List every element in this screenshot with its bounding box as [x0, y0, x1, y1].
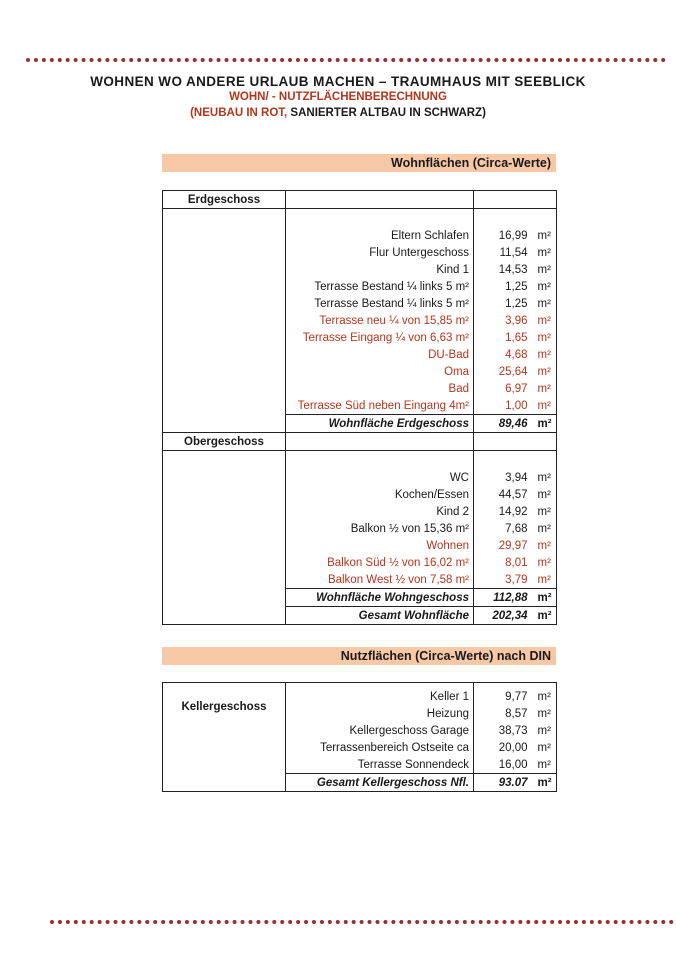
area-value: 4,68 [474, 346, 530, 363]
section-header-row [163, 191, 557, 209]
area-unit: m² [537, 724, 551, 737]
area-name: Terrasse neu ¼ von 15,85 m² [286, 312, 474, 329]
area-name: Kind 1 [286, 261, 474, 278]
area-name: Wohnfläche Erdgeschoss [286, 415, 474, 433]
area-value: 8,01 [474, 554, 530, 571]
area-name: Terrasse Bestand ¼ links 5 m² [286, 295, 474, 312]
area-name: Balkon Süd ½ von 16,02 m² [286, 554, 474, 571]
area-value: 3,96 [474, 312, 530, 329]
area-name: Balkon West ½ von 7,58 m² [286, 571, 474, 589]
area-unit: m² [537, 471, 551, 484]
area-name: Terrassenbereich Ostseite ca [286, 739, 474, 756]
area-name: Keller 1 [286, 688, 474, 705]
area-unit: m² [537, 573, 551, 586]
area-unit: m² [537, 556, 551, 569]
area-unit: m² [530, 774, 557, 792]
area-value: 1,00 [474, 397, 530, 415]
area-name: Balkon ½ von 15,36 m² [286, 520, 474, 537]
area-unit: m² [537, 399, 551, 412]
area-unit: m² [537, 690, 551, 703]
area-unit: m² [537, 539, 551, 552]
color-legend [0, 107, 676, 119]
area-unit: m² [530, 607, 557, 625]
wohnflaechen-table [162, 190, 557, 625]
area-name: Heizung [286, 705, 474, 722]
area-unit: m² [537, 280, 551, 293]
area-value: 29,97 [474, 537, 530, 554]
area-name: Terrasse Eingang ¼ von 6,63 m² [286, 329, 474, 346]
area-name: Wohnfläche Wohngeschoss [286, 589, 474, 607]
page-title: WOHNEN WO ANDERE URLAUB MACHEN – TRAUMHAUS MIT SEEBLICK [90, 74, 586, 89]
area-unit: m² [537, 505, 551, 518]
nutzflaechen-heading: Nutzflächen (Circa-Werte) nach DIN [162, 647, 556, 665]
area-value: 44,57 [474, 486, 530, 503]
area-unit: m² [537, 488, 551, 501]
nutzflaechen-table [162, 682, 557, 792]
area-name: DU-Bad [286, 346, 474, 363]
legend-red: (NEUBAU IN ROT, [190, 107, 288, 119]
area-value: 93.07 [474, 774, 530, 792]
area-value: 25,64 [474, 363, 530, 380]
section-label: Erdgeschoss [163, 191, 286, 209]
area-value: 14,92 [474, 503, 530, 520]
legend-black: SANIERTER ALTBAU IN SCHWARZ) [287, 107, 486, 119]
area-unit: m² [537, 263, 551, 276]
area-unit: m² [537, 246, 551, 259]
area-value: 7,68 [474, 520, 530, 537]
area-value: 9,77 [474, 688, 530, 705]
area-name: Kochen/Essen [286, 486, 474, 503]
area-value: 1,25 [474, 295, 530, 312]
area-unit: m² [530, 589, 557, 607]
section-label: Kellergeschoss [181, 701, 267, 713]
area-unit: m² [537, 365, 551, 378]
area-unit: m² [537, 229, 551, 242]
area-name: Bad [286, 380, 474, 397]
area-name: Terrasse Süd neben Eingang 4m² [286, 397, 474, 415]
area-unit: m² [537, 348, 551, 361]
area-unit: m² [537, 314, 551, 327]
area-name: Kellergeschoss Garage [286, 722, 474, 739]
area-name: Gesamt Kellergeschoss Nfl. [286, 774, 474, 792]
area-value: 38,73 [474, 722, 530, 739]
section-header-row [163, 433, 557, 451]
area-value: 16,00 [474, 756, 530, 774]
wohnflaechen-heading: Wohnflächen (Circa-Werte) [162, 154, 556, 172]
area-value: 3,79 [474, 571, 530, 589]
area-unit: m² [537, 758, 551, 771]
area-value: 6,97 [474, 380, 530, 397]
dotted-divider-bottom [50, 920, 674, 924]
area-name: Flur Untergeschoss [286, 244, 474, 261]
area-value: 1,25 [474, 278, 530, 295]
area-value: 11,54 [474, 244, 530, 261]
area-value: 8,57 [474, 705, 530, 722]
area-name: Wohnen [286, 537, 474, 554]
area-value: 3,94 [474, 469, 530, 486]
area-unit: m² [530, 415, 557, 433]
area-name: Eltern Schlafen [286, 227, 474, 244]
page-subtitle: WOHN/ - NUTZFLÄCHENBERECHNUNG [229, 91, 447, 103]
area-unit: m² [537, 382, 551, 395]
area-value: 202,34 [474, 607, 530, 625]
area-name: Kind 2 [286, 503, 474, 520]
area-value: 20,00 [474, 739, 530, 756]
area-name: WC [286, 469, 474, 486]
area-unit: m² [537, 331, 551, 344]
area-unit: m² [537, 522, 551, 535]
area-name: Gesamt Wohnfläche [286, 607, 474, 625]
area-unit: m² [537, 707, 551, 720]
section-label: Obergeschoss [163, 433, 286, 451]
area-name: Terrasse Sonnendeck [286, 756, 474, 774]
area-value: 1,65 [474, 329, 530, 346]
area-name: Oma [286, 363, 474, 380]
area-unit: m² [537, 741, 551, 754]
area-value: 89,46 [474, 415, 530, 433]
area-unit: m² [537, 297, 551, 310]
area-value: 112,88 [474, 589, 530, 607]
area-value: 16,99 [474, 227, 530, 244]
area-name: Terrasse Bestand ¼ links 5 m² [286, 278, 474, 295]
area-value: 14,53 [474, 261, 530, 278]
dotted-divider-top [26, 58, 666, 62]
